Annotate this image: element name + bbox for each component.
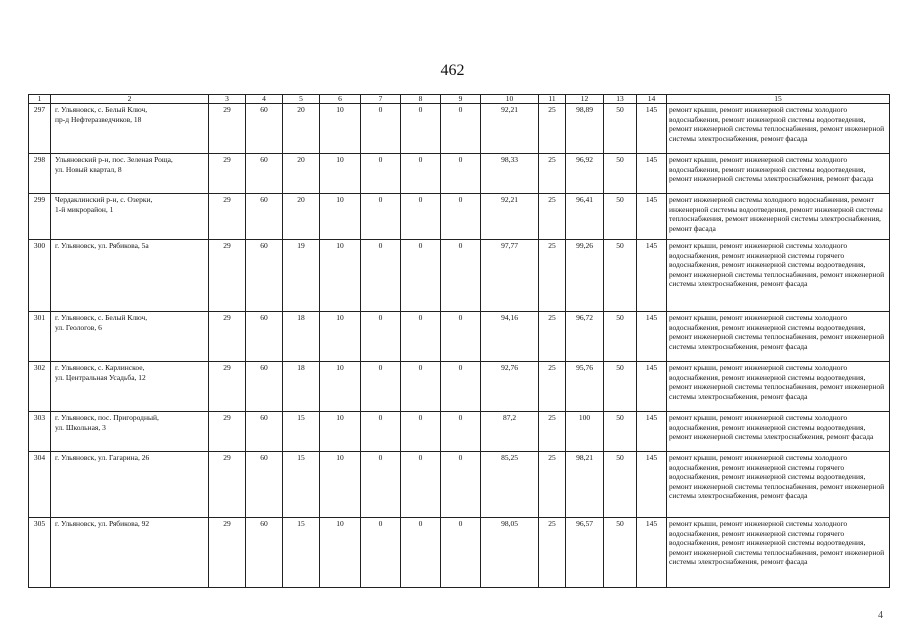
value-cell: 50: [604, 154, 637, 194]
value-cell: 10: [320, 452, 361, 518]
address-cell: [51, 362, 209, 412]
value-cell: 50: [604, 240, 637, 312]
table-header-row: [29, 95, 890, 104]
address-line: г. Ульяновск, ул. Рябикова, 92: [55, 519, 150, 528]
address-line: Чердаклинский р-н, с. Озерки,: [55, 195, 153, 204]
value-cell: 29: [209, 194, 246, 240]
value-cell: 29: [209, 312, 246, 362]
value-cell: 0: [361, 154, 401, 194]
works-cell: ремонт крыши, ремонт инженерной системы холодного водоснабжения, ремонт инженерной системы водоотведения, ремонт инженерной системы теплоснабжения, ремонт инженерной системы электроснабжения, ремонт фасада: [667, 312, 890, 362]
value-cell: 20: [283, 194, 320, 240]
value-cell: 85,25: [481, 452, 539, 518]
value-cell: 0: [441, 194, 481, 240]
value-cell: 10: [320, 154, 361, 194]
address-line: ул. Новый квартал, 8: [55, 164, 122, 174]
works-cell: ремонт крыши, ремонт инженерной системы холодного водоснабжения, ремонт инженерной системы горячего водоснабжения, ремонт инженерной системы водоотведения, ремонт инженерной системы теплоснабжения, ремонт инженерной системы электроснабжения, ремонт фасада: [667, 240, 890, 312]
value-cell: 50: [604, 452, 637, 518]
value-cell: 50: [604, 518, 637, 588]
value-cell: 0: [361, 312, 401, 362]
value-cell: 29: [209, 412, 246, 452]
value-cell: 145: [637, 412, 667, 452]
address-line: Ульяновский р-н, пос. Зеленая Роща,: [55, 155, 173, 164]
value-cell: 0: [401, 312, 441, 362]
value-cell: 96,41: [566, 194, 604, 240]
page-number: 462: [440, 62, 465, 79]
value-cell: 60: [246, 362, 283, 412]
row-number-cell: 297: [29, 104, 51, 154]
value-cell: 99,26: [566, 240, 604, 312]
value-cell: 96,92: [566, 154, 604, 194]
works-cell: ремонт крыши, ремонт инженерной системы холодного водоснабжения, ремонт инженерной системы горячего водоснабжения, ремонт инженерной системы водоотведения, ремонт инженерной системы теплоснабжения, ремонт инженерной системы электроснабжения, ремонт фасада: [667, 518, 890, 588]
address-line: ул. Геологов, 6: [55, 322, 102, 332]
table-row: [29, 452, 890, 518]
table-row: [29, 104, 890, 154]
value-cell: 25: [539, 104, 566, 154]
works-cell: ремонт крыши, ремонт инженерной системы холодного водоснабжения, ремонт инженерной системы водоотведения, ремонт инженерной системы теплоснабжения, ремонт инженерной системы электроснабжения, ремонт фасада: [667, 362, 890, 412]
value-cell: 10: [320, 104, 361, 154]
column-header: 3: [209, 95, 246, 104]
value-cell: 0: [441, 312, 481, 362]
value-cell: 18: [283, 312, 320, 362]
value-cell: 25: [539, 240, 566, 312]
value-cell: 145: [637, 518, 667, 588]
address-cell: [51, 194, 209, 240]
value-cell: 50: [604, 312, 637, 362]
value-cell: 98,89: [566, 104, 604, 154]
row-number-cell: 303: [29, 412, 51, 452]
value-cell: 25: [539, 362, 566, 412]
address-line: г. Ульяновск, пос. Пригородный,: [55, 413, 159, 422]
value-cell: 0: [401, 240, 441, 312]
row-number-cell: 304: [29, 452, 51, 518]
value-cell: 92,76: [481, 362, 539, 412]
value-cell: 10: [320, 362, 361, 412]
table-row: [29, 518, 890, 588]
value-cell: 15: [283, 452, 320, 518]
corner-mark: 4: [878, 610, 883, 621]
value-cell: 98,05: [481, 518, 539, 588]
address-line: пр-д Нефтеразведчиков, 18: [55, 114, 142, 124]
value-cell: 29: [209, 362, 246, 412]
value-cell: 60: [246, 154, 283, 194]
column-header: 2: [51, 95, 209, 104]
column-header: 7: [361, 95, 401, 104]
works-cell: ремонт крыши, ремонт инженерной системы холодного водоснабжения, ремонт инженерной системы водоотведения, ремонт инженерной системы электроснабжения, ремонт фасада: [667, 154, 890, 194]
value-cell: 25: [539, 412, 566, 452]
row-number-cell: 299: [29, 194, 51, 240]
value-cell: 25: [539, 312, 566, 362]
column-header: 4: [246, 95, 283, 104]
value-cell: 0: [441, 518, 481, 588]
value-cell: 0: [401, 452, 441, 518]
value-cell: 10: [320, 412, 361, 452]
value-cell: 96,57: [566, 518, 604, 588]
address-line: г. Ульяновск, с. Белый Ключ,: [55, 313, 148, 322]
value-cell: 0: [441, 412, 481, 452]
value-cell: 60: [246, 194, 283, 240]
value-cell: 15: [283, 518, 320, 588]
value-cell: 0: [361, 240, 401, 312]
value-cell: 50: [604, 104, 637, 154]
value-cell: 19: [283, 240, 320, 312]
address-line: г. Ульяновск, с. Карлинское,: [55, 363, 145, 372]
value-cell: 0: [361, 362, 401, 412]
value-cell: 145: [637, 240, 667, 312]
value-cell: 0: [361, 452, 401, 518]
value-cell: 60: [246, 452, 283, 518]
value-cell: 29: [209, 104, 246, 154]
value-cell: 0: [401, 104, 441, 154]
address-cell: [51, 104, 209, 154]
table-row: [29, 362, 890, 412]
value-cell: 50: [604, 194, 637, 240]
value-cell: 87,2: [481, 412, 539, 452]
value-cell: 0: [361, 194, 401, 240]
value-cell: 10: [320, 240, 361, 312]
value-cell: 20: [283, 154, 320, 194]
column-header: 6: [320, 95, 361, 104]
column-header: 14: [637, 95, 667, 104]
value-cell: 92,21: [481, 104, 539, 154]
value-cell: 0: [401, 194, 441, 240]
column-header: 13: [604, 95, 637, 104]
value-cell: 98,21: [566, 452, 604, 518]
column-header: 11: [539, 95, 566, 104]
value-cell: 10: [320, 312, 361, 362]
value-cell: 29: [209, 452, 246, 518]
address-cell: [51, 412, 209, 452]
value-cell: 0: [401, 362, 441, 412]
value-cell: 94,16: [481, 312, 539, 362]
column-header: 5: [283, 95, 320, 104]
table-row: [29, 412, 890, 452]
column-header: 10: [481, 95, 539, 104]
value-cell: 29: [209, 154, 246, 194]
value-cell: 60: [246, 518, 283, 588]
value-cell: 0: [361, 104, 401, 154]
table-row: [29, 154, 890, 194]
value-cell: 0: [441, 452, 481, 518]
value-cell: 100: [566, 412, 604, 452]
address-line: 1-й микрорайон, 1: [55, 204, 114, 214]
value-cell: 0: [441, 362, 481, 412]
column-header: 1: [29, 95, 51, 104]
works-cell: ремонт крыши, ремонт инженерной системы холодного водоснабжения, ремонт инженерной системы водоотведения, ремонт инженерной системы теплоснабжения, ремонт инженерной системы электроснабжения, ремонт фасада: [667, 104, 890, 154]
value-cell: 0: [401, 518, 441, 588]
value-cell: 25: [539, 452, 566, 518]
value-cell: 29: [209, 240, 246, 312]
column-header: 8: [401, 95, 441, 104]
value-cell: 145: [637, 154, 667, 194]
value-cell: 92,21: [481, 194, 539, 240]
value-cell: 18: [283, 362, 320, 412]
value-cell: 25: [539, 518, 566, 588]
value-cell: 98,33: [481, 154, 539, 194]
address-line: г. Ульяновск, с. Белый Ключ,: [55, 105, 148, 114]
works-cell: ремонт крыши, ремонт инженерной системы холодного водоснабжения, ремонт инженерной системы горячего водоснабжения, ремонт инженерной системы водоотведения, ремонт инженерной системы теплоснабжения, ремонт инженерной системы электроснабжения, ремонт фасада: [667, 452, 890, 518]
address-cell: [51, 154, 209, 194]
column-header: 12: [566, 95, 604, 104]
row-number-cell: 300: [29, 240, 51, 312]
data-table: [28, 94, 890, 588]
value-cell: 0: [441, 154, 481, 194]
value-cell: 10: [320, 518, 361, 588]
value-cell: 50: [604, 362, 637, 412]
value-cell: 60: [246, 312, 283, 362]
value-cell: 0: [441, 240, 481, 312]
address-line: ул. Школьная, 3: [55, 422, 106, 432]
value-cell: 25: [539, 154, 566, 194]
table-row: [29, 240, 890, 312]
row-number-cell: 302: [29, 362, 51, 412]
value-cell: 145: [637, 362, 667, 412]
value-cell: 0: [361, 518, 401, 588]
address-cell: [51, 452, 209, 518]
works-cell: ремонт крыши, ремонт инженерной системы холодного водоснабжения, ремонт инженерной системы водоотведения, ремонт инженерной системы электроснабжения, ремонт фасада: [667, 412, 890, 452]
value-cell: 145: [637, 452, 667, 518]
address-cell: [51, 312, 209, 362]
row-number-cell: 305: [29, 518, 51, 588]
value-cell: 0: [401, 412, 441, 452]
address-line: ул. Центральная Усадьба, 12: [55, 372, 146, 382]
value-cell: 97,77: [481, 240, 539, 312]
value-cell: 60: [246, 240, 283, 312]
value-cell: 60: [246, 104, 283, 154]
value-cell: 95,76: [566, 362, 604, 412]
value-cell: 15: [283, 412, 320, 452]
address-line: г. Ульяновск, ул. Гагарина, 26: [55, 453, 150, 462]
column-header: 15: [667, 95, 890, 104]
value-cell: 29: [209, 518, 246, 588]
address-line: г. Ульяновск, ул. Рябикова, 5а: [55, 241, 149, 250]
row-number-cell: 298: [29, 154, 51, 194]
value-cell: 0: [361, 412, 401, 452]
row-number-cell: 301: [29, 312, 51, 362]
value-cell: 96,72: [566, 312, 604, 362]
value-cell: 0: [441, 104, 481, 154]
address-cell: [51, 518, 209, 588]
value-cell: 145: [637, 312, 667, 362]
value-cell: 20: [283, 104, 320, 154]
works-cell: ремонт инженерной системы холодного водоснабжения, ремонт инженерной системы водоотведения, ремонт инженерной системы теплоснабжения, ремонт инженерной системы электроснабжения, ремонт фасада: [667, 194, 890, 240]
table-row: [29, 312, 890, 362]
address-cell: [51, 240, 209, 312]
value-cell: 25: [539, 194, 566, 240]
value-cell: 10: [320, 194, 361, 240]
value-cell: 50: [604, 412, 637, 452]
value-cell: 145: [637, 104, 667, 154]
value-cell: 145: [637, 194, 667, 240]
value-cell: 60: [246, 412, 283, 452]
value-cell: 0: [401, 154, 441, 194]
table-row: [29, 194, 890, 240]
column-header: 9: [441, 95, 481, 104]
